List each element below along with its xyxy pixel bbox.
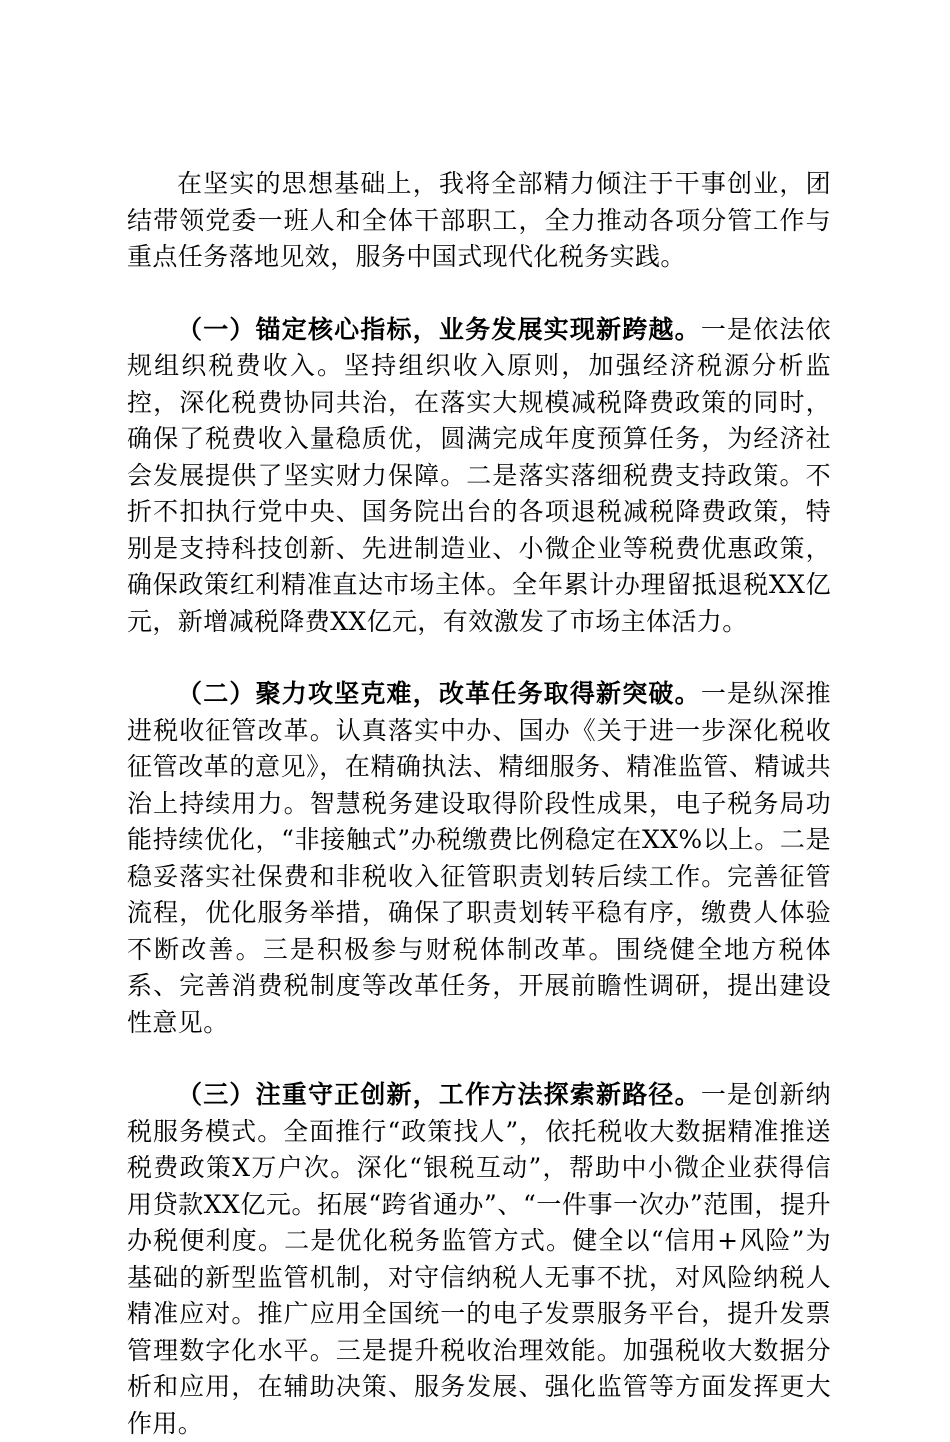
section-2-heading: （二）聚力攻坚克难，改革任务取得新突破。 [177,679,701,708]
intro-paragraph [127,166,831,276]
intro-paragraph-text: 在坚实的思想基础上，我将全部精力倾注于干事创业，团结带领党委一班人和全体干部职工，全力推动各项分管工作与重点任务落地见效，服务中国式现代化税务实践。 [127,169,831,271]
section-3-paragraph [127,1077,831,1442]
section-2-paragraph [127,676,831,1041]
section-3-heading: （三）注重守正创新，工作方法探索新路径。 [177,1080,701,1109]
section-2-body: 一是纵深推进税收征管改革。认真落实中办、国办《关于进一步深化税收征管改革的意见》，在精确执法、精细服务、精准监管、精诚共治上持续用力。智慧税务建设取得阶段性成果，电子税务局功能持续优化，“非接触式”办税缴费比例稳定在XX%以上。二是稳妥落实社保费和非税收入征管职责划转后续工作。完善征管流程，优化服务举措，确保了职责划转平稳有序，缴费人体验不断改善。三是积极参与财税体制改革。围绕健全地方税体系、完善消费税制度等改革任务，开展前瞻性调研，提出建设性意见。 [127,679,831,1037]
document-body [127,166,831,1442]
section-1-paragraph [127,312,831,641]
section-1-heading: （一）锚定核心指标，业务发展实现新跨越。 [177,314,701,344]
section-1-body: 一是依法依规组织税费收入。坚持组织收入原则，加强经济税源分析监控，深化税费协同共治，在落实大规模减税降费政策的同时，确保了税费收入量稳质优，圆满完成年度预算任务，为经济社会发展提供了坚实财力保障。二是落实落细税费支持政策。不折不扣执行党中央、国务院出台的各项退税减税降费政策，特别是支持科技创新、先进制造业、小微企业等税费优惠政策，确保政策红利精准直达市场主体。全年累计办理留抵退税XX亿元，新增减税降费XX亿元，有效激发了市场主体活力。 [127,314,831,636]
section-3-body: 一是创新纳税服务模式。全面推行“政策找人”，依托税收大数据精准推送税费政策X万户次。深化“银税互动”，帮助中小微企业获得信用贷款XX亿元。拓展“跨省通办”、“一件事一次办”范围，提升办税便利度。二是优化税务监管方式。健全以“信用+风险”为基础的新型监管机制，对守信纳税人无事不扰，对风险纳税人精准应对。推广应用全国统一的电子发票服务平台，提升发票管理数字化水平。三是提升税收治理效能。加强税收大数据分析和应用，在辅助决策、服务发展、强化监管等方面发挥更大作用。 [127,1080,831,1438]
